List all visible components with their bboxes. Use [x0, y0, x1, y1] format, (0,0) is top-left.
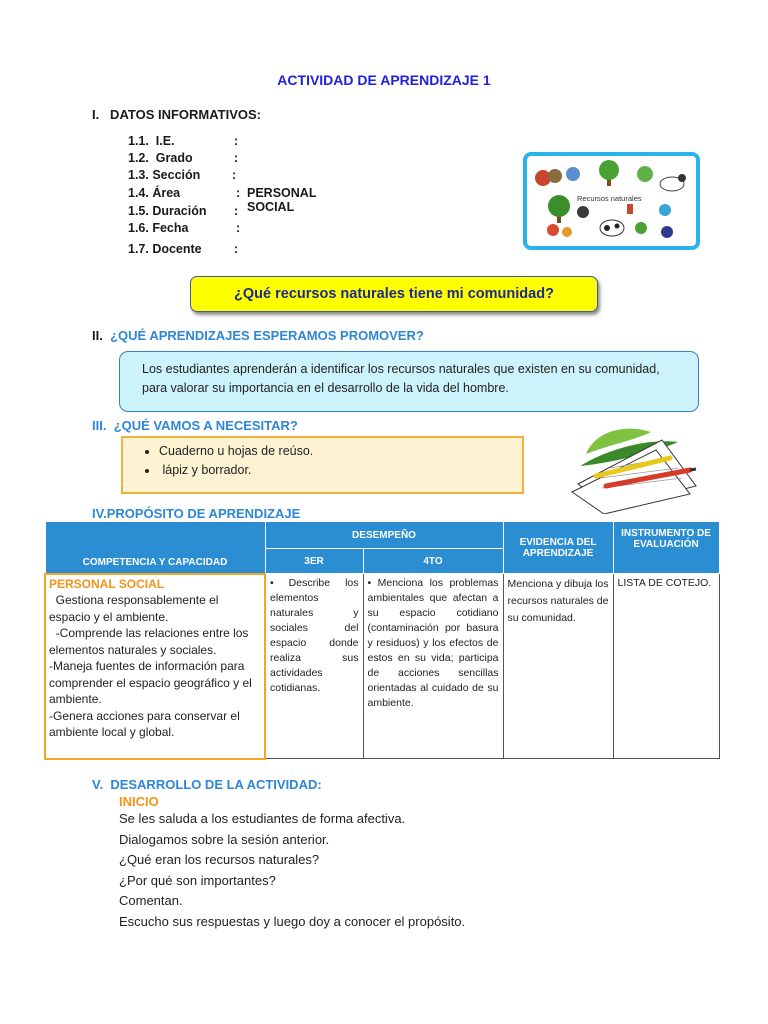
header-competencia: COMPETENCIA Y CAPACIDAD — [45, 522, 265, 574]
info-row-area: 1.4. Área : PERSONAL SOCIAL — [128, 186, 317, 214]
desarrollo-line: Dialogamos sobre la sesión anterior. — [119, 832, 330, 847]
competencia-cell — [45, 574, 265, 759]
header-instrumento: INSTRUMENTO DE EVALUACIÓN — [613, 522, 719, 574]
instrumento-cell: LISTA DE COTEJO. — [613, 574, 719, 759]
info-row-grado: 1.2. Grado : — [128, 151, 239, 165]
section-proposito-heading: IV.PROPÓSITO DE APRENDIZAJE — [92, 506, 301, 521]
header-3er: 3ER — [265, 549, 363, 574]
material-item: • lápiz y borrador. — [159, 461, 522, 480]
aprendizajes-text: Los estudiantes aprenderán a identificar los recursos naturales que existen en su comunidad, para valorar su importancia en el desarrollo de la vida del hombre. — [142, 362, 660, 395]
desarrollo-line: ¿Qué eran los recursos naturales? — [119, 852, 320, 867]
header-evidencia: EVIDENCIA DEL APRENDIZAJE — [503, 522, 613, 574]
question-banner: ¿Qué recursos naturales tiene mi comunidad? — [190, 276, 598, 312]
desarrollo-line: Escucho sus respuestas y luego doy a conocer el propósito. — [119, 914, 466, 929]
info-row-ie: 1.1. I.E. : — [128, 134, 239, 148]
proposito-table — [44, 521, 720, 760]
section-necesitar-heading: III. ¿QUÉ VAMOS A NECESITAR? — [92, 418, 298, 433]
area-value: PERSONAL SOCIAL — [247, 186, 317, 214]
header-4to: 4TO — [363, 549, 503, 574]
inicio-subheading: INICIO — [119, 794, 159, 809]
natural-resources-image — [523, 152, 700, 250]
info-row-docente: 1.7. Docente : — [128, 242, 239, 256]
evidencia-cell: Menciona y dibuja los recursos naturales de su comunidad. — [503, 574, 613, 759]
competencia-line: -Genera acciones para conservar el ambiente local y global. — [49, 708, 240, 739]
section-desarrollo-heading: V. DESARROLLO DE LA ACTIVIDAD: — [92, 777, 322, 792]
aprendizajes-box — [119, 351, 699, 412]
competencia-line: Gestiona responsablemente el espacio y el ambiente. — [49, 593, 222, 624]
materials-box — [121, 436, 524, 494]
desarrollo-line: ¿Por qué son importantes? — [119, 873, 276, 888]
desarrollo-line: Comentan. — [119, 893, 183, 908]
competencia-line: -Comprende las relaciones entre los elementos naturales y sociales. — [49, 626, 252, 657]
info-row-duracion: 1.5. Duración : — [128, 204, 239, 218]
desempeno-3er-cell: • Describe los elementos naturales y sociales del espacio donde realiza sus actividades cotidianas. — [265, 574, 363, 759]
section-aprendizajes-heading: II. ¿QUÉ APRENDIZAJES ESPERAMOS PROMOVER? — [92, 328, 424, 343]
desarrollo-line: Se les saluda a los estudiantes de forma afectiva. — [119, 811, 406, 826]
material-item: • Cuaderno u hojas de reúso. — [159, 442, 522, 461]
info-row-seccion: 1.3. Sección : — [128, 168, 237, 182]
paper-pencil-icon — [566, 422, 706, 514]
competencia-title: PERSONAL SOCIAL — [49, 576, 165, 591]
page-title: ACTIVIDAD DE APRENDIZAJE 1 — [277, 72, 491, 88]
image-caption: Recursos naturales — [577, 194, 642, 203]
desempeno-4to-cell: • Menciona los problemas ambientales que afectan a su espacio cotidiano (contaminación por basura y residuos) y los efectos de estos en su vida; participa de acciones sencillas orientadas al cuidado de su ambiente. — [363, 574, 503, 759]
header-desempeno: DESEMPEÑO — [265, 522, 503, 549]
competencia-line: -Maneja fuentes de información para comprender el espacio geográfico y el ambiente. — [49, 659, 252, 706]
section-datos-heading: I. DATOS INFORMATIVOS: — [92, 107, 261, 122]
info-row-fecha: 1.6. Fecha : — [128, 221, 241, 235]
